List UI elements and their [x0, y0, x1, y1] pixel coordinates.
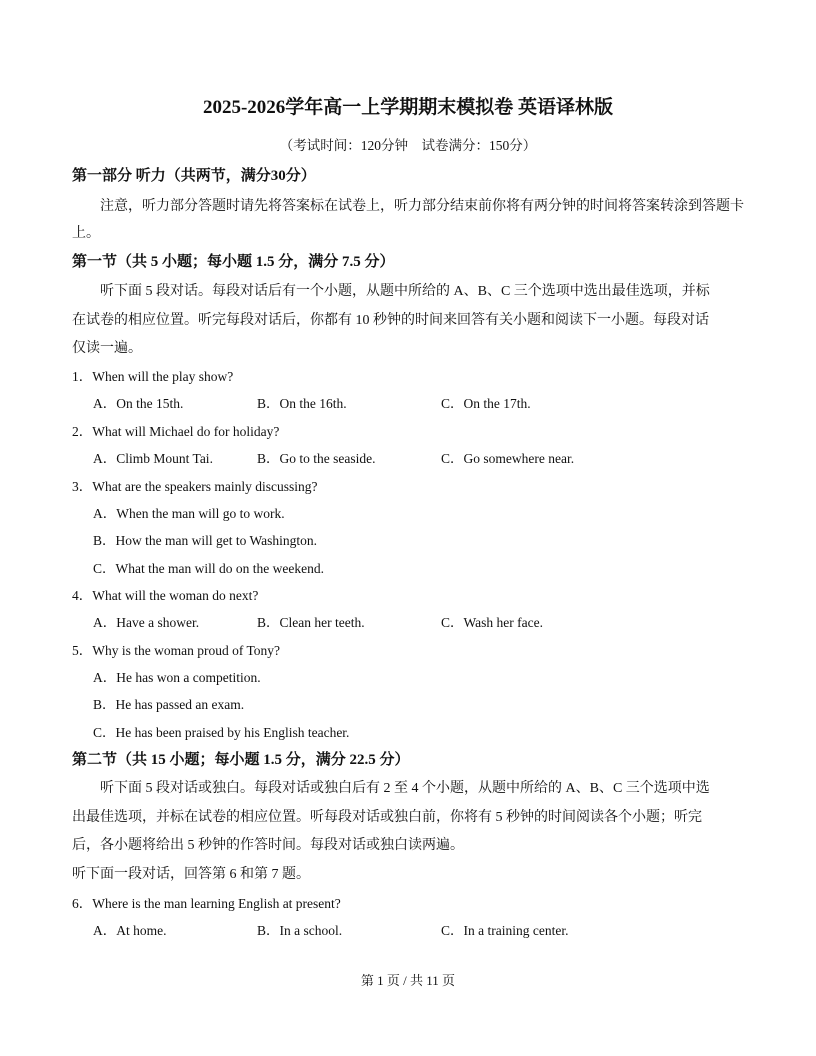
section2-heading: 第二节（共 15 小题；每小题 1.5 分，满分 22.5 分） [72, 752, 410, 768]
section2-instruction-line: 后，各小题将给出 5 秒钟的作答时间。每段对话或独白读两遍。 [72, 838, 464, 853]
part1-note-line: 注意，听力部分答题时请先将答案标在试卷上，听力部分结束前你将有两分钟的时间将答案转涂到答题卡 [100, 199, 744, 214]
section2-instruction-line: 出最佳选项，并标在试卷的相应位置。听每段对话或独白前，你将有 5 秒钟的时间阅读各个小题；听完 [72, 810, 702, 825]
answer-option: C．In a training center. [441, 923, 569, 938]
exam-subtitle: （考试时间：120分钟 试卷满分：150分） [279, 138, 537, 153]
part1-heading: 第一部分 听力（共两节，满分30分） [72, 168, 316, 184]
question-stem: 4．What will the woman do next? [72, 587, 259, 603]
question-stem: 6．Where is the man learning English at present? [72, 896, 341, 911]
section1-instruction-line: 听下面 5 段对话。每段对话后有一个小题，从题中所给的 A、B、C 三个选项中选出最佳选项，并标 [100, 284, 710, 299]
answer-option: B．In a school. [257, 923, 343, 938]
answer-option: B．How the man will get to Washington. [93, 533, 318, 549]
answer-option: C．Go somewhere near. [441, 451, 575, 466]
section1-instruction-line: 在试卷的相应位置。听完每段对话后，你都有 10 秒钟的时间来回答有关小题和阅读下一小题。每段对话 [72, 313, 709, 328]
section1-instruction-line: 仅读一遍。 [72, 341, 142, 356]
answer-option: C．On the 17th. [441, 396, 531, 411]
answer-option: C．Wash her face. [441, 614, 543, 630]
answer-option: B．He has passed an exam. [93, 697, 245, 713]
answer-option: C．He has been praised by his English teacher. [93, 724, 350, 740]
answer-option: A．On the 15th. [93, 396, 184, 411]
answer-option: A．Have a shower. [93, 614, 200, 630]
section2-instruction-line: 听下面 5 段对话或独白。每段对话或独白后有 2 至 4 个小题，从题中所给的 A、B、C 三个选项中选 [100, 781, 710, 796]
answer-option: A．Climb Mount Tai. [93, 451, 213, 466]
page-footer: 第 1 页 / 共 11 页 [360, 973, 456, 988]
question-stem: 2．What will Michael do for holiday? [72, 424, 280, 439]
answer-option: B．On the 16th. [257, 396, 347, 411]
answer-option: A．When the man will go to work. [93, 506, 285, 521]
question-stem: 5．Why is the woman proud of Tony? [72, 642, 281, 658]
section1-heading: 第一节（共 5 小题；每小题 1.5 分，满分 7.5 分） [72, 254, 395, 270]
answer-option: B．Clean her teeth. [257, 614, 365, 630]
dialog-intro: 听下面一段对话，回答第 6 和第 7 题。 [72, 867, 310, 882]
question-stem: 3．What are the speakers mainly discussing? [72, 479, 318, 494]
question-stem: 1．When will the play show? [72, 369, 234, 384]
answer-option: B．Go to the seaside. [257, 451, 376, 466]
answer-option: C．What the man will do on the weekend. [93, 560, 324, 576]
answer-option: A．He has won a competition. [93, 669, 261, 685]
answer-option: A．At home. [93, 923, 167, 938]
exam-title: 2025-2026学年高一上学期期末模拟卷 英语译林版 [202, 97, 614, 118]
part1-note-line: 上。 [72, 226, 100, 241]
